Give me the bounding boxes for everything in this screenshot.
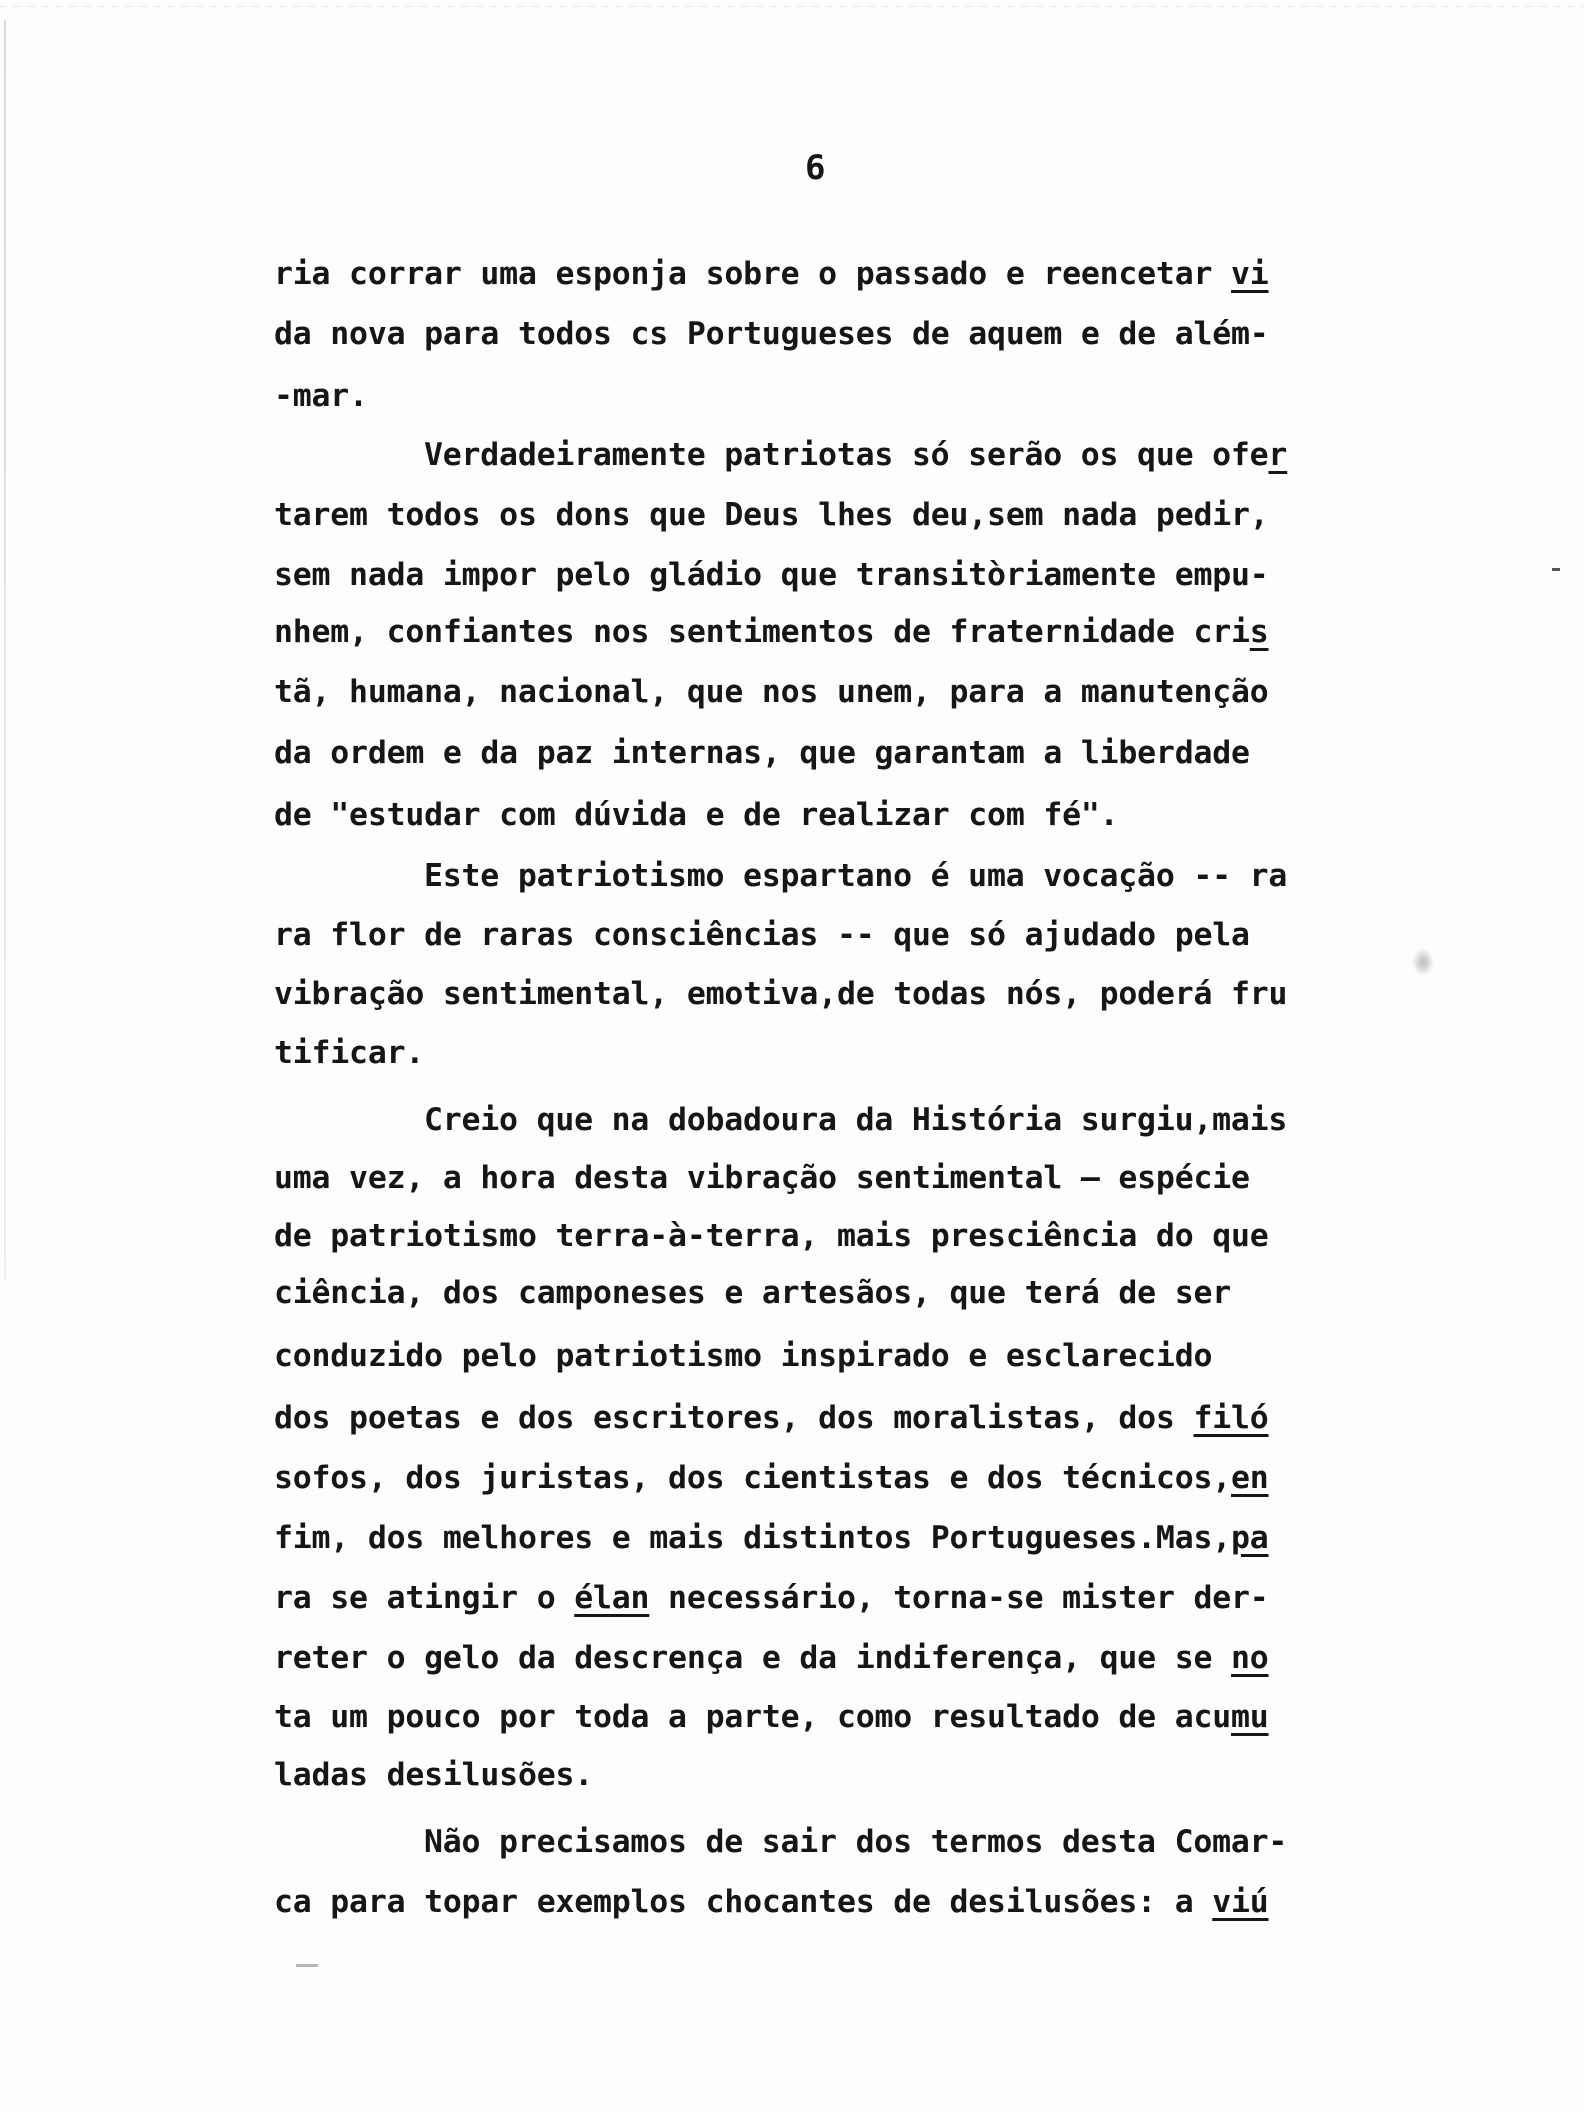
text-line-11: Este patriotismo espartano é uma vocação -- ra — [424, 858, 1288, 894]
text-line-3: -mar. — [274, 378, 368, 414]
text-line-15: Creio que na dobadoura da História surgiu,mais — [424, 1102, 1288, 1138]
text-line-14: tificar. — [274, 1035, 425, 1071]
text-line-27: Não precisamos de sair dos termos desta Comar- — [424, 1824, 1288, 1860]
text-line-23: ra se atingir o élan necessário, torna-se mister der- — [274, 1580, 1269, 1616]
text-line-16: uma vez, a hora desta vibração sentimental — espécie — [274, 1160, 1250, 1196]
text-line-13: vibração sentimental, emotiva,de todas nós, poderá fru — [274, 976, 1288, 1012]
page-number: 6 — [805, 148, 826, 188]
text-line-2: da nova para todos cs Portugueses de aquem e de além- — [274, 316, 1269, 352]
text-line-21: sofos, dos juristas, dos cientistas e dos técnicos,en — [274, 1460, 1269, 1496]
text-line-20: dos poetas e dos escritores, dos moralistas, dos filó — [274, 1400, 1269, 1436]
text-line-8: tã, humana, nacional, que nos unem, para a manutenção — [274, 674, 1269, 710]
text-line-10: de "estudar com dúvida e de realizar com fé". — [274, 797, 1119, 833]
text-line-7: nhem, confiantes nos sentimentos de fraternidade cris — [274, 614, 1269, 650]
text-line-22: fim, dos melhores e mais distintos Portugueses.Mas,pa — [274, 1520, 1269, 1556]
text-line-17: de patriotismo terra-à-terra, mais presciência do que — [274, 1218, 1269, 1254]
text-line-4: Verdadeiramente patriotas só serão os que ofer — [424, 437, 1288, 473]
ink-speck — [296, 1964, 318, 1967]
text-line-6: sem nada impor pelo gládio que transitòriamente empu- — [274, 557, 1269, 593]
ink-smudge — [1412, 948, 1434, 976]
text-line-12: ra flor de raras consciências -- que só ajudado pela — [274, 917, 1250, 953]
text-line-28: ca para topar exemplos chocantes de desilusões: a viú — [274, 1884, 1269, 1920]
text-line-18: ciência, dos camponeses e artesãos, que terá de ser — [274, 1275, 1231, 1311]
text-line-9: da ordem e da paz internas, que garantam a liberdade — [274, 735, 1250, 771]
text-line-25: ta um pouco por toda a parte, como resultado de acumu — [274, 1699, 1269, 1735]
text-line-24: reter o gelo da descrença e da indiferença, que se no — [274, 1640, 1269, 1676]
text-line-1: ria corrar uma esponja sobre o passado e reencetar vi — [274, 256, 1269, 292]
text-line-19: conduzido pelo patriotismo inspirado e esclarecido — [274, 1338, 1213, 1374]
page-left-edge — [4, 20, 6, 1280]
text-line-26: ladas desilusões. — [274, 1757, 593, 1793]
text-line-5: tarem todos os dons que Deus lhes deu,sem nada pedir, — [274, 497, 1269, 533]
page-top-edge — [0, 6, 1584, 7]
margin-mark — [1552, 568, 1560, 571]
